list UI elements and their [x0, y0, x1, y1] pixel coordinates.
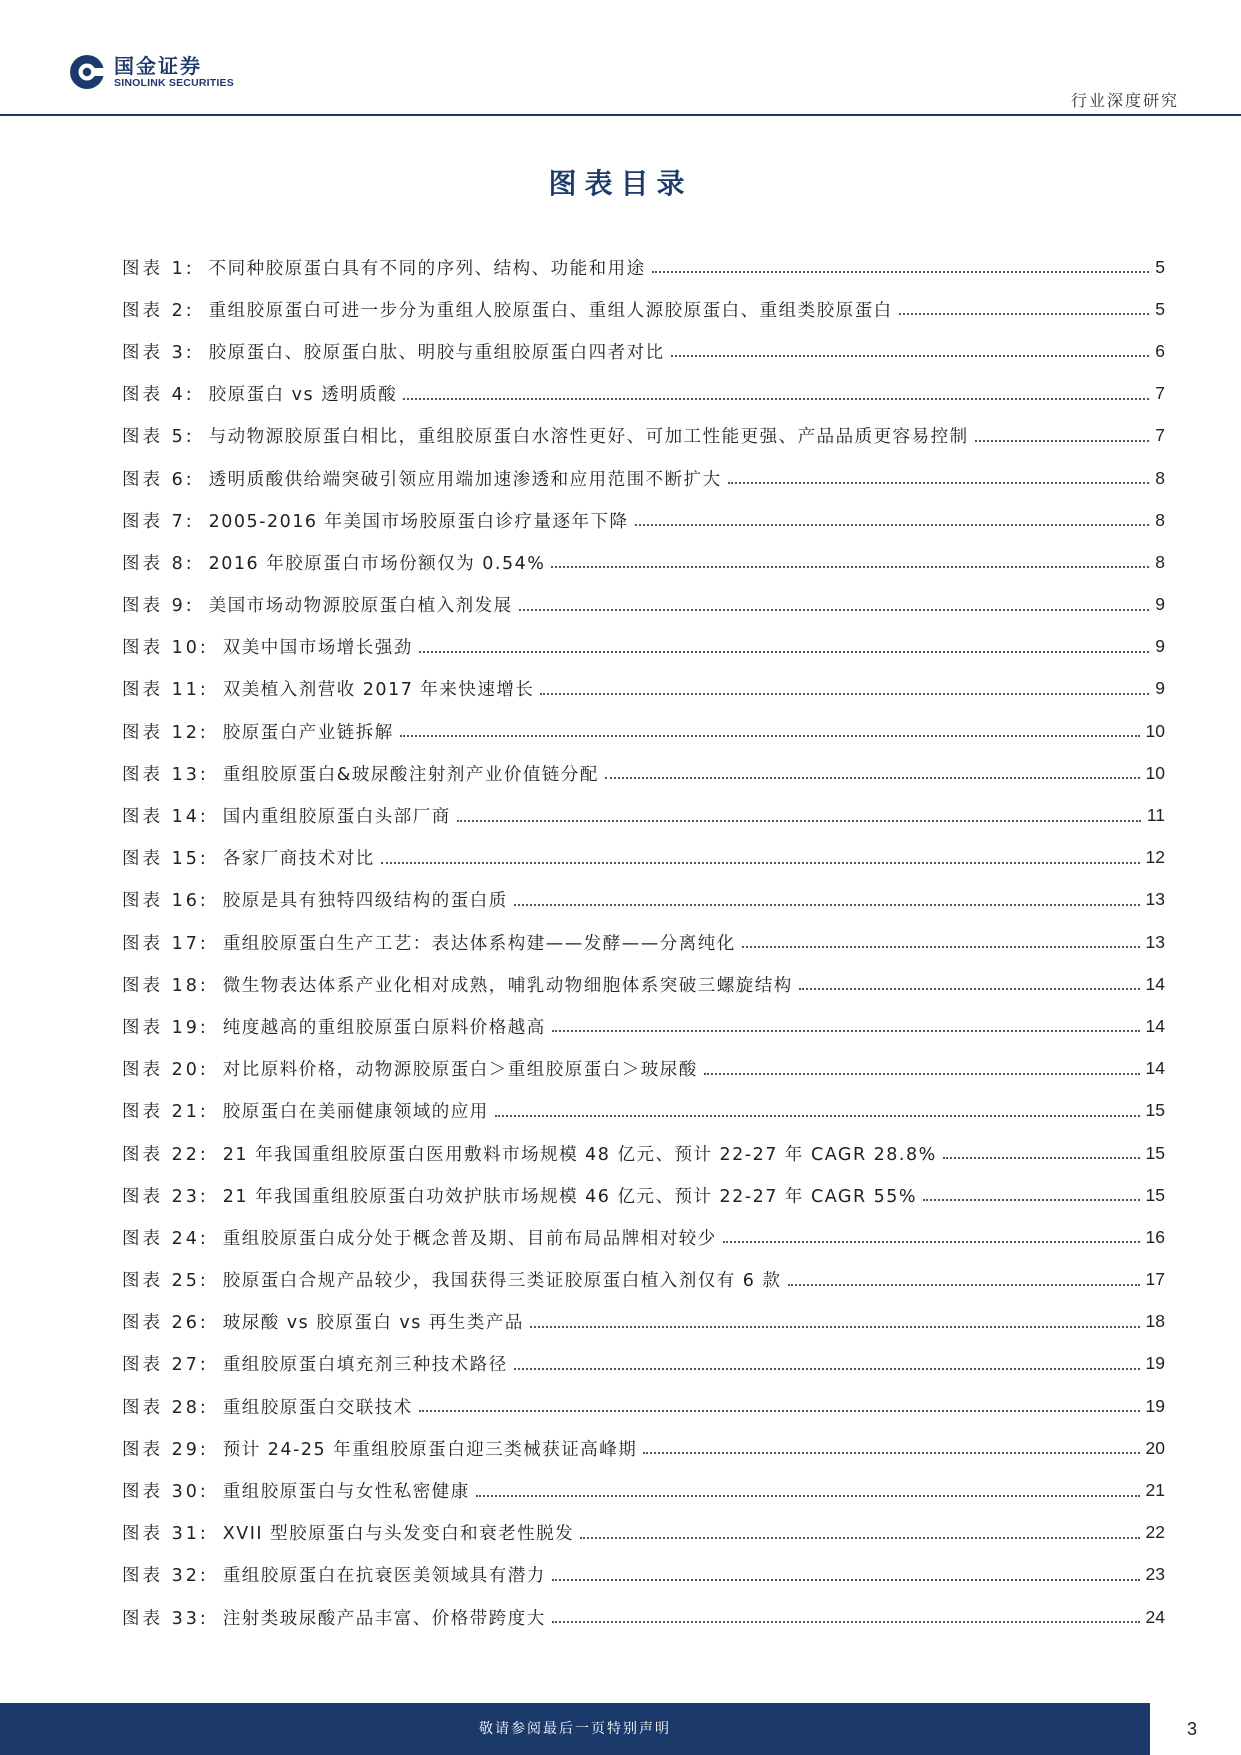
toc-entry[interactable]: [122, 246, 1165, 288]
toc-entry[interactable]: [122, 1512, 1165, 1554]
toc-entry-page: 19: [1145, 1395, 1165, 1416]
toc-entry-title: 重组胶原蛋白&玻尿酸注射剂产业价值链分配: [222, 764, 599, 785]
toc-entry-label: 图表 6:: [122, 469, 195, 490]
toc-leader-dots: [519, 609, 1150, 611]
toc-entry[interactable]: [122, 1596, 1165, 1638]
toc-entry-label: 图表 15:: [122, 849, 209, 870]
toc-leader-dots: [381, 862, 1140, 864]
toc-leader-dots: [403, 398, 1149, 400]
toc-entry-label: 图表 31:: [122, 1524, 209, 1545]
toc-entry-label: 图表 30:: [122, 1482, 209, 1503]
toc-entry-title: 重组胶原蛋白交联技术: [222, 1397, 413, 1418]
toc-entry-title: 微生物表达体系产业化相对成熟，哺乳动物细胞体系突破三螺旋结构: [222, 975, 793, 996]
toc-entry[interactable]: [122, 1469, 1165, 1511]
toc-entry-title: 对比原料价格，动物源胶原蛋白＞重组胶原蛋白＞玻尿酸: [222, 1060, 698, 1081]
toc-entry-page: 17: [1145, 1269, 1165, 1290]
toc-entry[interactable]: [122, 415, 1165, 457]
toc-entry-title: 双美中国市场增长强劲: [222, 638, 413, 659]
toc-leader-dots: [671, 355, 1150, 357]
toc-leader-dots: [704, 1073, 1140, 1075]
toc-entry[interactable]: [122, 499, 1165, 541]
logo-english-name: SINOLINK SECURITIES: [114, 76, 234, 89]
toc-leader-dots: [943, 1157, 1140, 1159]
toc-entry[interactable]: [122, 288, 1165, 330]
toc-entry[interactable]: [122, 837, 1165, 879]
toc-leader-dots: [742, 946, 1140, 948]
toc-entry-label: 图表 18:: [122, 975, 209, 996]
toc-entry-title: 重组胶原蛋白填充剂三种技术路径: [222, 1355, 508, 1376]
toc-leader-dots: [551, 566, 1149, 568]
toc-entry-page: 14: [1145, 973, 1165, 994]
toc-entry-title: 胶原蛋白产业链拆解: [222, 722, 394, 743]
toc-leader-dots: [514, 1368, 1140, 1370]
toc-entry-page: 10: [1145, 762, 1165, 783]
toc-entry-page: 5: [1155, 256, 1165, 277]
toc-entry[interactable]: [122, 1385, 1165, 1427]
toc-leader-dots: [799, 988, 1140, 990]
toc-entry-title: 胶原蛋白合规产品较少，我国获得三类证胶原蛋白植入剂仅有 6 款: [222, 1271, 782, 1292]
toc-entry-title: 国内重组胶原蛋白头部厂商: [222, 807, 451, 828]
toc-entry-page: 8: [1155, 509, 1165, 530]
toc-entry[interactable]: [122, 963, 1165, 1005]
toc-entry[interactable]: [122, 541, 1165, 583]
logo-chinese-name: 国金证券: [114, 53, 202, 78]
toc-entry-title: 重组胶原蛋白在抗衰医美领域具有潜力: [222, 1566, 546, 1587]
toc-entry-page: 9: [1155, 678, 1165, 699]
toc-entry[interactable]: [122, 1259, 1165, 1301]
toc-leader-dots: [419, 1410, 1140, 1412]
toc-entry-title: 重组胶原蛋白成分处于概念普及期、目前布局品牌相对较少: [222, 1228, 717, 1249]
toc-entry-page: 23: [1145, 1564, 1165, 1585]
toc-leader-dots: [899, 313, 1150, 315]
toc-leader-dots: [552, 1030, 1140, 1032]
toc-entry-page: 8: [1155, 467, 1165, 488]
toc-entry-page: 8: [1155, 551, 1165, 572]
company-logo: [68, 52, 234, 92]
toc-entry[interactable]: [122, 584, 1165, 626]
toc-leader-dots: [975, 440, 1150, 442]
page-footer: [0, 1703, 1241, 1755]
toc-entry[interactable]: [122, 1301, 1165, 1343]
toc-leader-dots: [923, 1199, 1139, 1201]
toc-entry-title: 预计 24-25 年重组胶原蛋白迎三类械获证高峰期: [222, 1439, 638, 1460]
toc-entry-label: 图表 20:: [122, 1060, 209, 1081]
toc-entry-page: 7: [1155, 383, 1165, 404]
toc-entry-label: 图表 23:: [122, 1186, 209, 1207]
toc-entry-title: 21 年我国重组胶原蛋白医用敷料市场规模 48 亿元、预计 22-27 年 CAGR 28.8%: [222, 1144, 937, 1165]
toc-entry[interactable]: [122, 710, 1165, 752]
page-number: 3: [1186, 1719, 1197, 1739]
toc-entry-label: 图表 33:: [122, 1608, 209, 1629]
figure-list: [122, 246, 1165, 1638]
toc-entry-page: 14: [1145, 1058, 1165, 1079]
toc-entry-page: 5: [1155, 298, 1165, 319]
toc-entry[interactable]: [122, 879, 1165, 921]
toc-entry[interactable]: [122, 373, 1165, 415]
toc-leader-dots: [514, 904, 1140, 906]
toc-entry[interactable]: [122, 752, 1165, 794]
toc-entry-label: 图表 16:: [122, 891, 209, 912]
toc-entry[interactable]: [122, 1048, 1165, 1090]
toc-leader-dots: [530, 1326, 1140, 1328]
report-type: 行业深度研究: [1070, 91, 1179, 110]
toc-entry-title: 玻尿酸 vs 胶原蛋白 vs 再生类产品: [222, 1313, 524, 1334]
logo-mark-icon: [68, 53, 106, 91]
toc-leader-dots: [728, 482, 1150, 484]
toc-entry-title: 重组胶原蛋白与女性私密健康: [222, 1482, 470, 1503]
toc-entry-page: 12: [1145, 847, 1165, 868]
toc-entry-page: 7: [1155, 425, 1165, 446]
toc-entry-title: 2016 年胶原蛋白市场份额仅为 0.54%: [208, 553, 546, 574]
toc-entry-label: 图表 32:: [122, 1566, 209, 1587]
toc-entry-label: 图表 1:: [122, 258, 195, 279]
toc-entry[interactable]: [122, 794, 1165, 836]
header-divider: [0, 114, 1241, 116]
toc-entry-label: 图表 21:: [122, 1102, 209, 1123]
toc-entry-label: 图表 4:: [122, 385, 195, 406]
toc-entry-page: 16: [1145, 1226, 1165, 1247]
toc-entry-page: 20: [1145, 1437, 1165, 1458]
toc-entry-title: 不同种胶原蛋白具有不同的序列、结构、功能和用途: [208, 258, 646, 279]
toc-entry-page: 13: [1145, 931, 1165, 952]
toc-leader-dots: [652, 271, 1150, 273]
toc-entry[interactable]: [122, 1174, 1165, 1216]
toc-leader-dots: [495, 1115, 1140, 1117]
toc-entry[interactable]: [122, 330, 1165, 372]
toc-entry-label: 图表 8:: [122, 553, 195, 574]
toc-entry-label: 图表 17:: [122, 933, 209, 954]
toc-entry[interactable]: [122, 1554, 1165, 1596]
toc-entry[interactable]: [122, 668, 1165, 710]
toc-entry[interactable]: [122, 626, 1165, 668]
toc-entry-label: 图表 19:: [122, 1017, 209, 1038]
toc-leader-dots: [605, 777, 1140, 779]
toc-entry-label: 图表 26:: [122, 1313, 209, 1334]
toc-entry[interactable]: [122, 457, 1165, 499]
toc-leader-dots: [400, 735, 1140, 737]
toc-entry-page: 10: [1145, 720, 1165, 741]
toc-entry-label: 图表 5:: [122, 427, 195, 448]
toc-entry-title: 重组胶原蛋白生产工艺：表达体系构建——发酵——分离纯化: [222, 933, 736, 954]
toc-entry-title: 2005-2016 年美国市场胶原蛋白诊疗量逐年下降: [208, 511, 629, 532]
page-header: [0, 0, 1241, 118]
toc-entry-title: 重组胶原蛋白可进一步分为重组人胶原蛋白、重组人源胶原蛋白、重组类胶原蛋白: [208, 300, 893, 321]
toc-entry-label: 图表 7:: [122, 511, 195, 532]
toc-entry-label: 图表 2:: [122, 300, 195, 321]
toc-entry-title: 胶原是具有独特四级结构的蛋白质: [222, 891, 508, 912]
disclaimer-note: 敬请参阅最后一页特别声明: [479, 1721, 671, 1737]
toc-leader-dots: [457, 820, 1141, 822]
toc-entry-title: 21 年我国重组胶原蛋白功效护肤市场规模 46 亿元、预计 22-27 年 CAGR 55%: [222, 1186, 918, 1207]
toc-leader-dots: [788, 1284, 1140, 1286]
toc-entry-title: 纯度越高的重组胶原蛋白原料价格越高: [222, 1017, 546, 1038]
toc-entry[interactable]: [122, 1343, 1165, 1385]
toc-entry-label: 图表 25:: [122, 1271, 209, 1292]
toc-entry-title: 注射类玻尿酸产品丰富、价格带跨度大: [222, 1608, 546, 1629]
toc-leader-dots: [552, 1579, 1140, 1581]
toc-entry-label: 图表 9:: [122, 596, 195, 617]
toc-entry-label: 图表 11:: [122, 680, 209, 701]
toc-entry[interactable]: [122, 1216, 1165, 1258]
toc-entry-title: 美国市场动物源胶原蛋白植入剂发展: [208, 596, 513, 617]
toc-entry-page: 21: [1145, 1480, 1165, 1501]
toc-leader-dots: [580, 1537, 1139, 1539]
toc-entry-title: 胶原蛋白、胶原蛋白肽、明胶与重组胶原蛋白四者对比: [208, 342, 665, 363]
toc-entry-page: 24: [1145, 1606, 1165, 1627]
toc-entry-label: 图表 22:: [122, 1144, 209, 1165]
toc-entry-label: 图表 12:: [122, 722, 209, 743]
toc-leader-dots: [635, 524, 1150, 526]
toc-entry-label: 图表 29:: [122, 1439, 209, 1460]
toc-entry-page: 6: [1155, 340, 1165, 361]
toc-entry-title: 双美植入剂营收 2017 年来快速增长: [222, 680, 535, 701]
toc-entry-label: 图表 27:: [122, 1355, 209, 1376]
toc-entry-page: 9: [1155, 636, 1165, 657]
toc-leader-dots: [643, 1452, 1139, 1454]
toc-entry-label: 图表 3:: [122, 342, 195, 363]
toc-entry-page: 15: [1145, 1142, 1165, 1163]
toc-entry[interactable]: [122, 1427, 1165, 1469]
toc-entry-label: 图表 10:: [122, 638, 209, 659]
toc-entry-title: 与动物源胶原蛋白相比，重组胶原蛋白水溶性更好、可加工性能更强、产品品质更容易控制: [208, 427, 969, 448]
toc-entry-page: 19: [1145, 1353, 1165, 1374]
toc-entry-page: 15: [1145, 1100, 1165, 1121]
toc-entry[interactable]: [122, 921, 1165, 963]
toc-entry-title: XVII 型胶原蛋白与头发变白和衰老性脱发: [222, 1524, 575, 1545]
toc-leader-dots: [723, 1241, 1140, 1243]
toc-title: 图表目录: [548, 167, 693, 200]
toc-entry-label: 图表 13:: [122, 764, 209, 785]
toc-entry-label: 图表 24:: [122, 1228, 209, 1249]
toc-entry-page: 18: [1145, 1311, 1165, 1332]
toc-entry-title: 透明质酸供给端突破引领应用端加速渗透和应用范围不断扩大: [208, 469, 722, 490]
toc-entry[interactable]: [122, 1132, 1165, 1174]
toc-leader-dots: [552, 1621, 1140, 1623]
toc-entry-page: 13: [1145, 889, 1165, 910]
toc-entry-page: 15: [1145, 1184, 1165, 1205]
toc-entry-page: 14: [1145, 1015, 1165, 1036]
toc-leader-dots: [419, 651, 1150, 653]
toc-entry[interactable]: [122, 1005, 1165, 1047]
toc-entry-page: 9: [1155, 594, 1165, 615]
toc-entry-page: 22: [1145, 1522, 1165, 1543]
toc-entry[interactable]: [122, 1090, 1165, 1132]
toc-entry-label: 图表 14:: [122, 807, 209, 828]
toc-entry-title: 胶原蛋白在美丽健康领域的应用: [222, 1102, 489, 1123]
toc-entry-page: 11: [1146, 805, 1165, 826]
toc-entry-title: 各家厂商技术对比: [222, 849, 375, 870]
toc-leader-dots: [476, 1495, 1140, 1497]
toc-entry-title: 胶原蛋白 vs 透明质酸: [208, 385, 398, 406]
toc-leader-dots: [540, 693, 1149, 695]
toc-entry-label: 图表 28:: [122, 1397, 209, 1418]
